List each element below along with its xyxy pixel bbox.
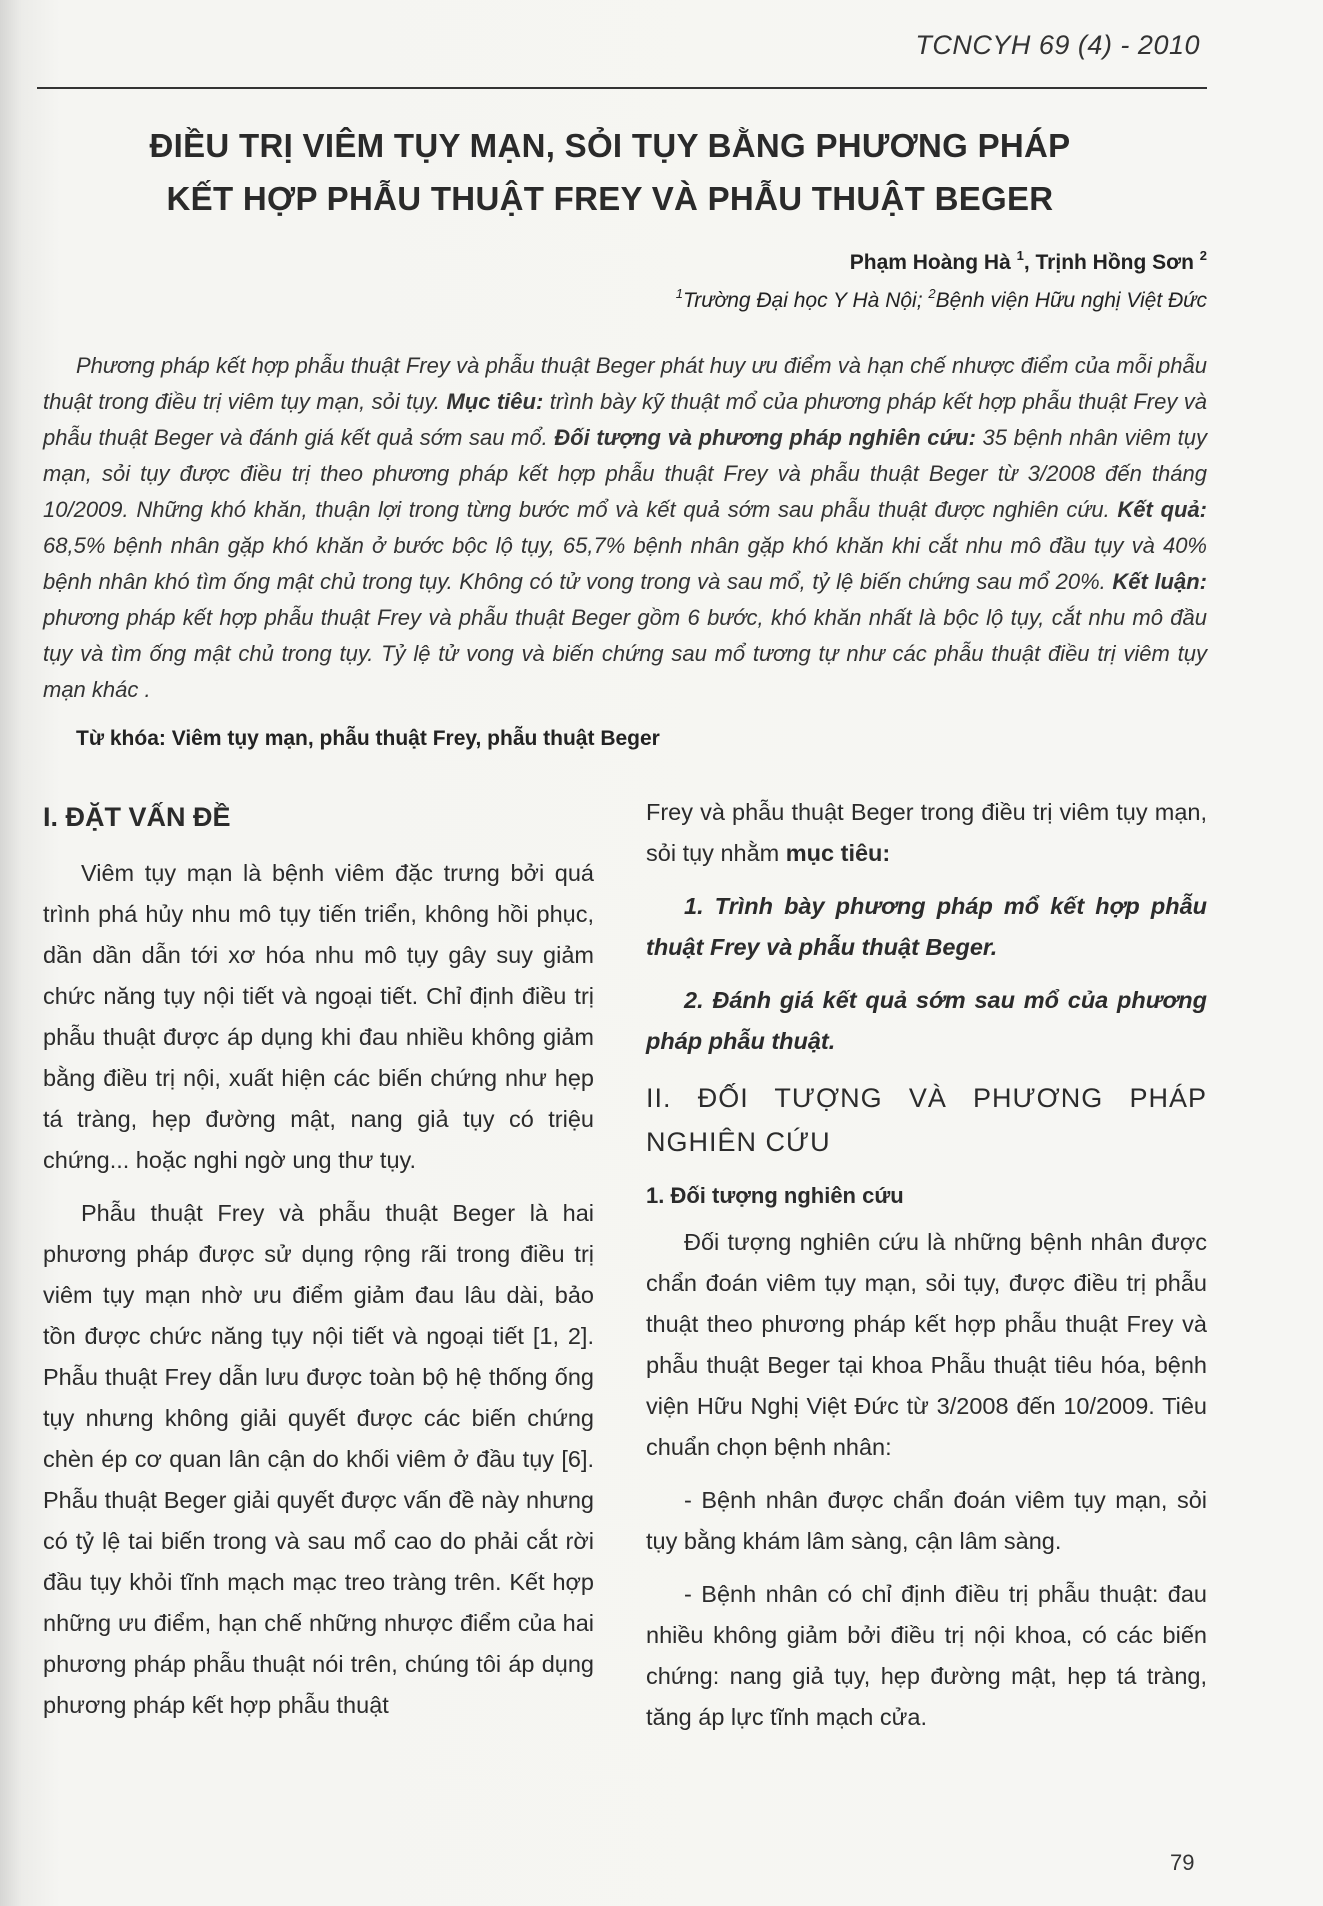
objective-2: 2. Đánh giá kết quả sớm sau mổ của phương pháp phẫu thuật. bbox=[646, 987, 1207, 1054]
affiliation-1: Trường Đại học Y Hà Nội; bbox=[682, 289, 929, 312]
paragraph: Viêm tụy mạn là bệnh viêm đặc trưng bởi quá trình phá hủy nhu mô tụy tiến triển, không hồi phục, dần dần dẫn tới xơ hóa nhu mô tụy gây suy giảm chức năng tụy nội tiết và ngoại tiết. Chỉ định điều trị phẫu thuật được áp dụng khi đau nhiều không giảm bằng điều trị nội, xuất hiện các biến chứng như hẹp tá tràng, hẹp đường mật, nang giả tụy có triệu chứng... hoặc nghi ngờ ung thư tụy. bbox=[43, 860, 594, 1173]
left-column bbox=[43, 795, 594, 1738]
affiliation-2: Bệnh viện Hữu nghị Việt Đức bbox=[935, 289, 1207, 312]
paragraph-text: Frey và phẫu thuật Beger trong điều trị viêm tụy mạn, sỏi tụy nhằm bbox=[646, 799, 1207, 866]
abstract-text: Phương pháp kết hợp phẫu thuật Frey và phẫu thuật Beger phát huy ưu điểm và hạn chế nhược điểm của mỗi phẫu thuật trong điều trị viêm tụy mạn, sỏi tụy. bbox=[43, 353, 1207, 414]
journal-header: TCNCYH 69 (4) - 2010 bbox=[915, 30, 1200, 60]
article-title-line2: KẾT HỢP PHẪU THUẬT FREY VÀ PHẪU THUẬT BEGER bbox=[166, 180, 1054, 217]
paragraph-continued bbox=[646, 792, 1207, 874]
objectives-label: mục tiêu: bbox=[785, 840, 891, 866]
right-column bbox=[646, 792, 1207, 1750]
aff-sup-2: 2 bbox=[928, 286, 936, 301]
abstract-text: phương pháp kết hợp phẫu thuật Frey và phẫu thuật Beger gồm 6 bước, khó khăn nhất là bộc lộ tụy, cắt nhu mô đầu tụy và tìm ống mật chủ trong tụy. Tỷ lệ tử vong và biến chứng sau mổ tương tự như các phẫu thuật điều trị viêm tụy mạn khác . bbox=[43, 605, 1207, 702]
page-number: 79 bbox=[1170, 1850, 1195, 1875]
objective-1: 1. Trình bày phương pháp mổ kết hợp phẫu thuật Frey và phẫu thuật Beger. bbox=[646, 893, 1207, 960]
abstract bbox=[43, 348, 1207, 708]
abstract-label-conclusion: Kết luận: bbox=[1112, 569, 1207, 594]
abstract-label-methods: Đối tượng và phương pháp nghiên cứu: bbox=[554, 425, 976, 450]
aff-sup-1: 1 bbox=[675, 286, 683, 301]
author-1: Phạm Hoàng Hà bbox=[849, 251, 1017, 274]
author-1-sup: 1 bbox=[1016, 248, 1024, 263]
header-rule bbox=[37, 87, 1207, 89]
author-2: , Trịnh Hồng Sơn bbox=[1023, 251, 1200, 274]
section-heading-2-line2: NGHIÊN CỨU bbox=[646, 1127, 831, 1157]
section-heading-1: I. ĐẶT VẤN ĐỀ bbox=[43, 802, 231, 832]
abstract-label-results: Kết quả: bbox=[1117, 497, 1208, 522]
author-2-sup: 2 bbox=[1199, 248, 1207, 263]
section-heading-2 bbox=[646, 1076, 1207, 1164]
keywords: Từ khóa: Viêm tụy mạn, phẫu thuật Frey, phẫu thuật Beger bbox=[76, 727, 660, 750]
affiliations bbox=[676, 286, 1207, 313]
abstract-text: trình bày kỹ thuật mổ của phương pháp kết hợp phẫu thuật Frey và phẫu thuật Beger và đánh giá kết quả sớm sau mổ. bbox=[43, 389, 1207, 450]
criterion-1: - Bệnh nhân được chẩn đoán viêm tụy mạn, sỏi tụy bằng khám lâm sàng, cận lâm sàng. bbox=[646, 1487, 1207, 1554]
article-title-line1: ĐIỀU TRỊ VIÊM TỤY MẠN, SỎI TỤY BẰNG PHƯƠNG PHÁP bbox=[149, 127, 1071, 164]
section-heading-2-line1: II. ĐỐI TƯỢNG VÀ PHƯƠNG PHÁP bbox=[646, 1083, 1207, 1113]
subsection-heading: 1. Đối tượng nghiên cứu bbox=[646, 1183, 904, 1208]
paragraph: Phẫu thuật Frey và phẫu thuật Beger là hai phương pháp được sử dụng rộng rãi trong điều trị viêm tụy mạn nhờ ưu điểm giảm đau lâu dài, bảo tồn được chức năng tụy nội tiết và ngoại tiết [1, 2]. Phẫu thuật Frey dẫn lưu được toàn bộ hệ thống ống tụy nhưng không giải quyết được các biến chứng chèn ép cơ quan lân cận do khối viêm ở đầu tụy [6]. Phẫu thuật Beger giải quyết được vấn đề này nhưng có tỷ lệ tai biến trong và sau mổ cao do phải cắt rời đầu tụy khỏi tĩnh mạch mạc treo tràng trên. Kết hợp những ưu điểm, hạn chế những nhược điểm của hai phương pháp phẫu thuật nói trên, chúng tôi áp dụng phương pháp kết hợp phẫu thuật bbox=[43, 1200, 594, 1718]
criterion-2: - Bệnh nhân có chỉ định điều trị phẫu thuật: đau nhiều không giảm bởi điều trị nội khoa, có các biến chứng: nang giả tụy, hẹp đường mật, hẹp tá tràng, tăng áp lực tĩnh mạch cửa. bbox=[646, 1581, 1207, 1730]
abstract-text: 35 bệnh nhân viêm tụy mạn, sỏi tụy được điều trị theo phương pháp kết hợp phẫu thuật Frey và phẫu thuật Beger từ 3/2008 đến tháng 10/2009. Những khó khăn, thuận lợi trong từng bước mổ và kết quả sớm sau phẫu thuật được nghiên cứu. bbox=[43, 425, 1207, 522]
abstract-label-objective: Mục tiêu: bbox=[446, 389, 544, 414]
abstract-text: 68,5% bệnh nhân gặp khó khăn ở bước bộc lộ tụy, 65,7% bệnh nhân gặp khó khăn khi cắt nhu mô đầu tụy và 40% bệnh nhân khó tìm ống mật chủ trong tụy. Không có tử vong trong và sau mổ, tỷ lệ biến chứng sau mổ 20%. bbox=[43, 533, 1207, 594]
authors bbox=[850, 248, 1207, 275]
paragraph: Đối tượng nghiên cứu là những bệnh nhân được chẩn đoán viêm tụy mạn, sỏi tụy, được điều trị phẫu thuật theo phương pháp kết hợp phẫu thuật Frey và phẫu thuật Beger tại khoa Phẫu thuật tiêu hóa, bệnh viện Hữu Nghị Việt Đức từ 3/2008 đến 10/2009. Tiêu chuẩn chọn bệnh nhân: bbox=[646, 1229, 1207, 1460]
